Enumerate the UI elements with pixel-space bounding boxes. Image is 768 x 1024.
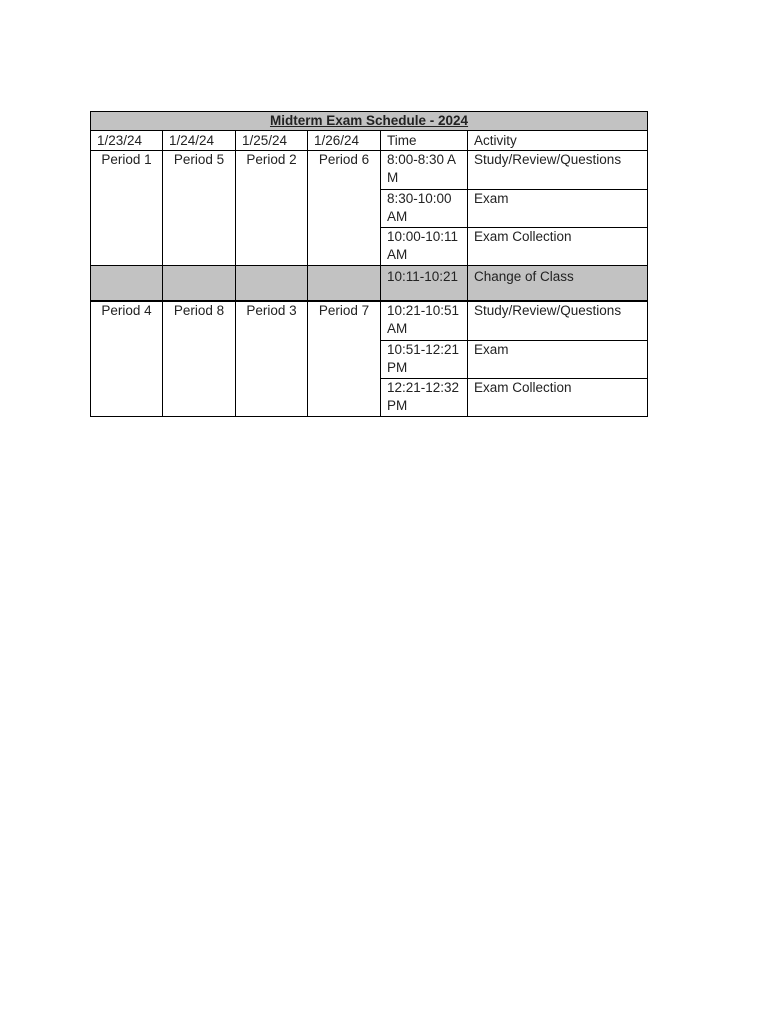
empty-cell (308, 266, 381, 302)
period-cell: Period 6 (308, 151, 381, 266)
activity-cell: Exam Collection (468, 228, 648, 266)
time-cell (381, 190, 468, 228)
time-text: 10:51-12:21 PM (387, 342, 460, 375)
activity-cell: Study/Review/Questions (468, 151, 648, 190)
time-cell (381, 341, 468, 379)
period-cell: Period 7 (308, 301, 381, 417)
header-activity: Activity (468, 131, 648, 151)
header-date-1: 1/23/24 (91, 131, 163, 151)
table-title: Midterm Exam Schedule - 2024 (91, 112, 648, 131)
time-cell: 10:11-10:21 (381, 266, 468, 302)
time-cell (381, 301, 468, 341)
title-row (91, 112, 648, 131)
empty-cell (236, 266, 308, 302)
empty-cell (91, 266, 163, 302)
time-text: 10:00-10:11 AM (387, 229, 459, 262)
header-date-4: 1/26/24 (308, 131, 381, 151)
period-cell: Period 4 (91, 301, 163, 417)
exam-schedule-table (90, 111, 648, 417)
header-date-2: 1/24/24 (163, 131, 236, 151)
activity-cell: Exam (468, 190, 648, 228)
table-row (91, 301, 648, 341)
time-cell (381, 379, 468, 417)
header-row (91, 131, 648, 151)
period-cell: Period 5 (163, 151, 236, 266)
table-row (91, 151, 648, 190)
time-cell (381, 151, 468, 190)
activity-cell: Exam (468, 341, 648, 379)
time-text: 8:00-8:30 AM (387, 152, 457, 185)
time-cell (381, 228, 468, 266)
period-cell: Period 8 (163, 301, 236, 417)
change-of-class-row (91, 266, 648, 302)
empty-cell (163, 266, 236, 302)
activity-cell: Study/Review/Questions (468, 301, 648, 341)
time-text: 10:21-10:51 AM (387, 303, 460, 336)
activity-cell: Change of Class (468, 266, 648, 302)
period-cell: Period 1 (91, 151, 163, 266)
time-text: 8:30-10:00 AM (387, 191, 452, 224)
time-text: 12:21-12:32 PM (387, 380, 460, 413)
period-cell: Period 2 (236, 151, 308, 266)
period-cell: Period 3 (236, 301, 308, 417)
activity-cell: Exam Collection (468, 379, 648, 417)
header-time: Time (381, 131, 468, 151)
header-date-3: 1/25/24 (236, 131, 308, 151)
